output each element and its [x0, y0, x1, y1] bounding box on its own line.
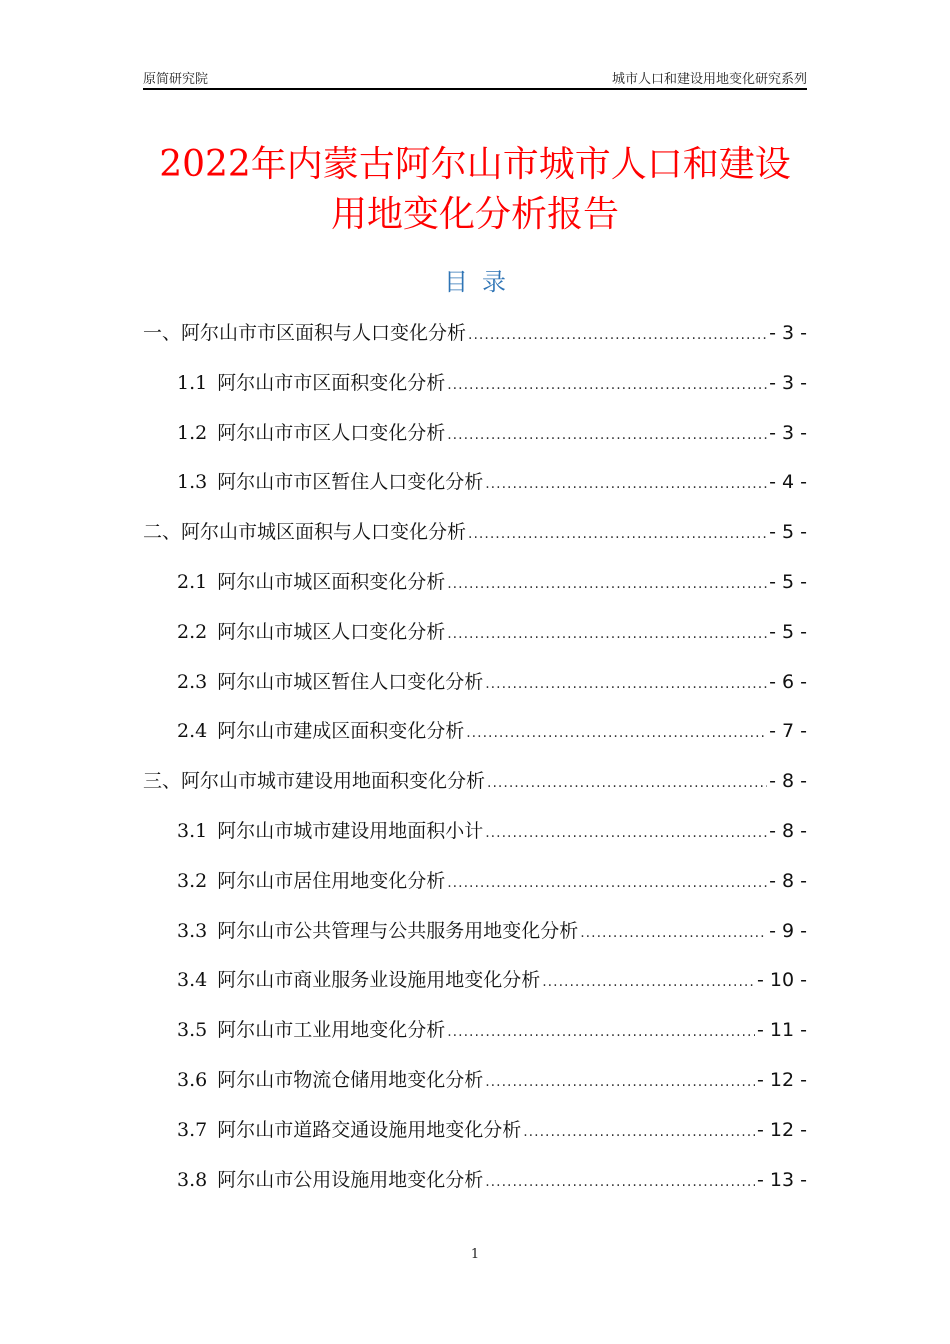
- toc-entry[interactable]: [143, 318, 807, 368]
- toc-entry-page: - 8 -: [769, 770, 807, 793]
- toc-dot-leader: [487, 775, 767, 791]
- toc-entry-label: 阿尔山市道路交通设施用地变化分析: [217, 1118, 522, 1141]
- toc-entry-page: - 9 -: [769, 919, 807, 942]
- toc-entry-page: - 10 -: [757, 969, 807, 992]
- toc-entry[interactable]: [143, 418, 807, 468]
- toc-entry-number: 3.6: [177, 1068, 208, 1091]
- toc-entry[interactable]: [143, 567, 807, 617]
- toc-dot-leader: [447, 626, 767, 642]
- page-header: [143, 66, 807, 90]
- toc-entry-page: - 13 -: [757, 1168, 807, 1191]
- toc-dot-leader: [485, 1174, 755, 1190]
- title-line-1: 2022年内蒙古阿尔山市城市人口和建设: [159, 144, 791, 185]
- toc-entry-number: 2.1: [177, 570, 208, 593]
- toc-entry-label: 阿尔山市工业用地变化分析: [217, 1019, 446, 1042]
- toc-entry-page: - 3 -: [769, 322, 807, 344]
- toc-entry-number: 1.1: [177, 371, 208, 394]
- toc-entry-page: - 8 -: [769, 819, 807, 842]
- toc-entry-label: 阿尔山市市区暂住人口变化分析: [217, 471, 484, 494]
- toc-entry[interactable]: [143, 766, 807, 816]
- document-title: [130, 140, 820, 240]
- toc-entry-label: 阿尔山市建成区面积变化分析: [217, 720, 465, 743]
- toc-entry-page: - 12 -: [757, 1068, 807, 1091]
- toc-entry-label: 阿尔山市城区面积变化分析: [217, 570, 446, 593]
- toc-dot-leader: [447, 875, 767, 891]
- toc-entry-number: 3.5: [177, 1019, 208, 1042]
- toc-dot-leader: [466, 725, 767, 741]
- toc-dot-leader: [468, 327, 767, 343]
- toc-entry-page: - 7 -: [769, 720, 807, 743]
- toc-entry-page: - 3 -: [769, 371, 807, 394]
- toc-entry-page: - 6 -: [769, 670, 807, 693]
- toc-entry-label: 阿尔山市市区面积变化分析: [217, 371, 446, 394]
- toc-entry-page: - 3 -: [769, 421, 807, 444]
- toc-entry-page: - 5 -: [769, 570, 807, 593]
- toc-entry-label: 阿尔山市物流仓储用地变化分析: [217, 1068, 484, 1091]
- toc-entry-number: 3.4: [177, 969, 208, 992]
- toc-entry-page: - 5 -: [769, 521, 807, 544]
- toc-entry-page: - 8 -: [769, 869, 807, 892]
- page-number: 1: [470, 1247, 480, 1262]
- toc-entry-label: 三、阿尔山市城市建设用地面积变化分析: [143, 770, 486, 793]
- toc-entry-page: - 12 -: [757, 1118, 807, 1141]
- toc-entry-label: 一、阿尔山市市区面积与人口变化分析: [143, 322, 467, 344]
- toc-dot-leader: [485, 476, 767, 492]
- toc-entry[interactable]: [143, 517, 807, 567]
- toc-entry-number: 2.3: [177, 670, 208, 693]
- toc-entry-number: 3.2: [177, 869, 208, 892]
- toc-entry-number: 1.2: [177, 421, 208, 444]
- toc-entry[interactable]: [143, 1065, 807, 1115]
- toc-entry-label: 阿尔山市城市建设用地面积小计: [217, 819, 484, 842]
- toc-entry-page: - 11 -: [757, 1019, 807, 1042]
- toc-entry-label: 阿尔山市公共管理与公共服务用地变化分析: [217, 919, 579, 942]
- toc-entry-label: 阿尔山市公用设施用地变化分析: [217, 1168, 484, 1191]
- toc-entry-label: 阿尔山市市区人口变化分析: [217, 421, 446, 444]
- toc-entry[interactable]: [143, 1115, 807, 1165]
- toc-entry[interactable]: [143, 816, 807, 866]
- toc-dot-leader: [542, 974, 755, 990]
- toc-entry-label: 阿尔山市城区人口变化分析: [217, 620, 446, 643]
- toc-entry[interactable]: [143, 467, 807, 517]
- toc-dot-leader: [447, 427, 767, 443]
- title-line-2: 用地变化分析报告: [330, 194, 619, 235]
- toc-entry-number: 3.8: [177, 1168, 208, 1191]
- toc-entry-number: 3.7: [177, 1118, 208, 1141]
- toc-entry[interactable]: [143, 667, 807, 717]
- toc-entry[interactable]: [143, 368, 807, 418]
- table-of-contents: [143, 318, 807, 1214]
- toc-entry-number: 1.3: [177, 471, 208, 494]
- toc-entry-number: 2.2: [177, 620, 208, 643]
- toc-dot-leader: [447, 1024, 755, 1040]
- toc-dot-leader: [580, 925, 767, 941]
- toc-entry[interactable]: [143, 617, 807, 667]
- header-series-name: 城市人口和建设用地变化研究系列: [611, 72, 807, 87]
- toc-entry-label: 二、阿尔山市城区面积与人口变化分析: [143, 521, 467, 544]
- toc-dot-leader: [447, 377, 767, 393]
- toc-entry[interactable]: [143, 866, 807, 916]
- toc-entry-page: - 4 -: [769, 471, 807, 494]
- header-org-name: 原简研究院: [143, 72, 209, 87]
- toc-entry-number: 3.3: [177, 919, 208, 942]
- toc-entry-label: 阿尔山市居住用地变化分析: [217, 869, 446, 892]
- toc-entry-number: 2.4: [177, 720, 208, 743]
- toc-heading: 目录: [444, 268, 520, 296]
- toc-dot-leader: [485, 825, 767, 841]
- toc-dot-leader: [485, 676, 767, 692]
- toc-dot-leader: [523, 1124, 755, 1140]
- toc-entry[interactable]: [143, 916, 807, 966]
- toc-entry-page: - 5 -: [769, 620, 807, 643]
- toc-entry-label: 阿尔山市商业服务业设施用地变化分析: [217, 969, 541, 992]
- toc-entry[interactable]: [143, 1165, 807, 1215]
- toc-entry[interactable]: [143, 1015, 807, 1065]
- toc-dot-leader: [468, 526, 767, 542]
- toc-entry-label: 阿尔山市城区暂住人口变化分析: [217, 670, 484, 693]
- toc-entry-number: 3.1: [177, 819, 208, 842]
- toc-entry[interactable]: [143, 965, 807, 1015]
- toc-dot-leader: [485, 1074, 755, 1090]
- toc-entry[interactable]: [143, 716, 807, 766]
- toc-dot-leader: [447, 576, 767, 592]
